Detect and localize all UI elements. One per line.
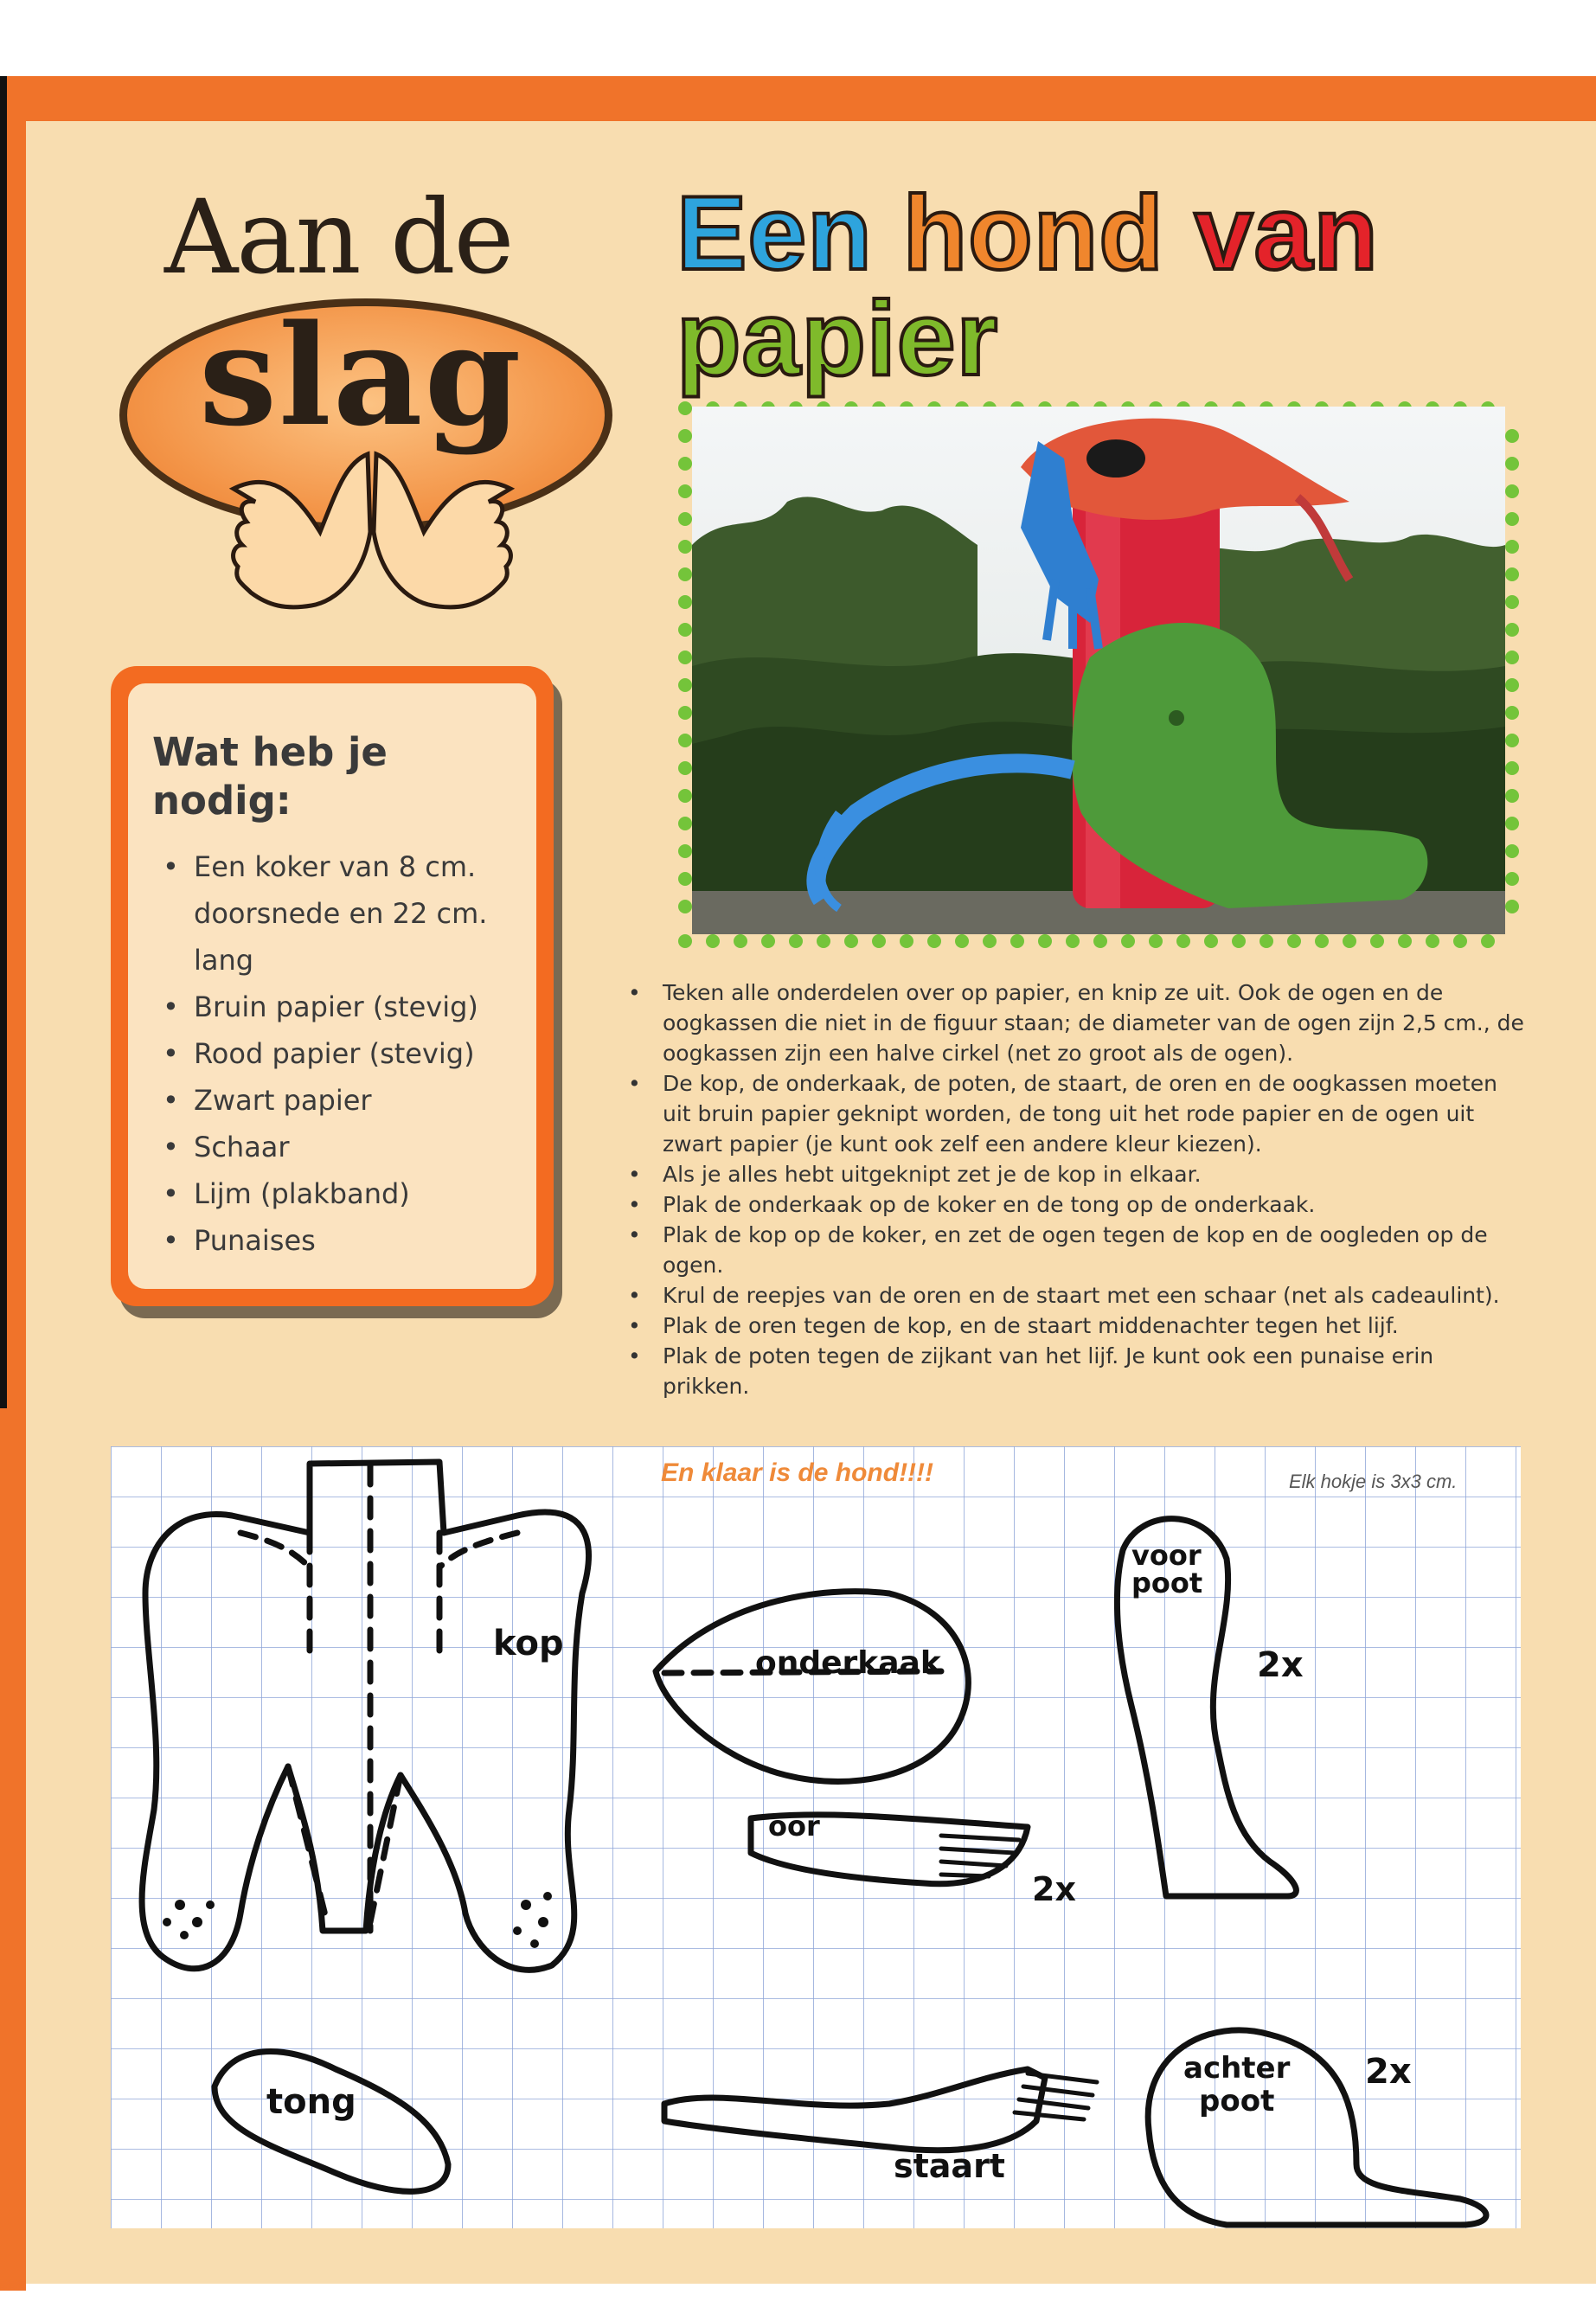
paper-dog-photo xyxy=(692,407,1505,934)
frame-dot xyxy=(1505,595,1519,609)
label-achterpoot xyxy=(1183,2052,1290,2118)
label-oor-count: 2x xyxy=(1032,1870,1076,1908)
list-item: • Punaises xyxy=(161,1217,533,1264)
label-tong: tong xyxy=(266,2082,356,2122)
frame-dot xyxy=(1505,540,1519,554)
frame-dot xyxy=(678,934,692,948)
frame-dot xyxy=(678,429,692,443)
frame-dot xyxy=(1287,934,1301,948)
frame-dot xyxy=(678,678,692,692)
frame-dot xyxy=(1066,934,1080,948)
logo-line-1: Aan de xyxy=(164,177,513,297)
label-kop: kop xyxy=(493,1624,564,1663)
list-item: • Plak de kop op de koker, en zet de ogen tegen de kop en de oogleden op de ogen. xyxy=(626,1220,1526,1280)
list-item: • Rood papier (stevig) xyxy=(161,1030,533,1077)
list-item: • Zwart papier xyxy=(161,1077,533,1124)
frame-dot xyxy=(1505,567,1519,581)
label-achterpoot-2: poot xyxy=(1199,2084,1275,2118)
finish-text: En klaar is de hond!!!! xyxy=(661,1458,934,1487)
materials-list xyxy=(161,843,533,1264)
frame-dot xyxy=(678,512,692,526)
frame-dot xyxy=(983,934,997,948)
materials-box xyxy=(111,666,554,1306)
frame-dot xyxy=(817,934,830,948)
frame-dot xyxy=(678,817,692,830)
frame-dot xyxy=(706,934,720,948)
title-word-papier: papier xyxy=(676,279,999,397)
list-item: • Als je alles hebt uitgeknipt zet je de kop in elkaar. xyxy=(626,1159,1526,1189)
frame-dot xyxy=(678,651,692,664)
frame-dot xyxy=(678,457,692,471)
frame-dot xyxy=(1343,934,1356,948)
frame-dot xyxy=(678,401,692,415)
frame-dot xyxy=(678,872,692,886)
frame-dot xyxy=(1093,934,1107,948)
frame-dot xyxy=(1505,429,1519,443)
hands-icon xyxy=(216,437,528,619)
frame-dot xyxy=(678,789,692,803)
frame-dot xyxy=(1149,934,1163,948)
frame-dot xyxy=(1505,623,1519,637)
label-voorpoot-1: voor xyxy=(1131,1539,1202,1572)
frame-dot xyxy=(1315,934,1329,948)
grid-scale-note: Elk hokje is 3x3 cm. xyxy=(1289,1471,1458,1492)
frame-dot xyxy=(1505,789,1519,803)
frame-dot xyxy=(1505,872,1519,886)
frame-dot xyxy=(1453,934,1467,948)
list-item: • Plak de poten tegen de zijkant van het lijf. Je kunt ook een punaise erin prikken. xyxy=(626,1341,1526,1401)
frame-dot xyxy=(1121,934,1135,948)
frame-dot xyxy=(1505,706,1519,720)
frame-dot xyxy=(678,567,692,581)
list-item: • Plak de onderkaak op de koker en de tong op de onderkaak. xyxy=(626,1189,1526,1220)
frame-dot xyxy=(1038,934,1052,948)
page-title xyxy=(676,174,1379,397)
title-word-een: Een xyxy=(676,174,873,292)
frame-dot xyxy=(678,844,692,858)
frame-dot xyxy=(678,900,692,913)
logo-line-2: slag xyxy=(199,294,523,457)
frame-dot xyxy=(1505,844,1519,858)
frame-dot xyxy=(678,595,692,609)
list-item: • Teken alle onderdelen over op papier, en knip ze uit. Ook de ogen en de oogkassen die niet in de figuur staan; de diameter van de ogen zijn 2,5 cm., de oogkassen zijn een halve cirkel (net zo groot als de ogen). xyxy=(626,977,1526,1068)
frame-dot xyxy=(1505,512,1519,526)
frame-dot xyxy=(678,706,692,720)
top-orange-band xyxy=(26,76,1596,121)
frame-dot xyxy=(844,934,858,948)
frame-dot xyxy=(761,934,775,948)
left-edge-shadow xyxy=(0,76,7,1408)
materials-box-inner xyxy=(128,683,536,1289)
frame-dot xyxy=(1505,651,1519,664)
frame-dot xyxy=(1426,934,1439,948)
frame-dot xyxy=(1176,934,1190,948)
frame-dot xyxy=(1505,734,1519,747)
label-oor: oor xyxy=(768,1810,820,1843)
label-voorpoot-2: poot xyxy=(1131,1567,1203,1599)
frame-dot xyxy=(678,761,692,775)
frame-dot xyxy=(734,934,747,948)
frame-dot xyxy=(1505,678,1519,692)
frame-dot xyxy=(955,934,969,948)
frame-dot xyxy=(1232,934,1246,948)
frame-dot xyxy=(1505,484,1519,498)
label-onderkaak: onderkaak xyxy=(755,1645,941,1681)
list-item: • Bruin papier (stevig) xyxy=(161,984,533,1030)
frame-dot xyxy=(1505,817,1519,830)
frame-dot xyxy=(1010,934,1024,948)
title-word-hond: hond xyxy=(902,174,1164,292)
frame-dot xyxy=(678,623,692,637)
list-item: • Lijm (plakband) xyxy=(161,1170,533,1217)
frame-dot xyxy=(1398,934,1412,948)
label-achterpoot-count: 2x xyxy=(1365,2052,1412,2092)
list-item: • Plak de oren tegen de kop, en de staart middenachter tegen het lijf. xyxy=(626,1311,1526,1341)
materials-heading: Wat heb je nodig: xyxy=(152,729,388,824)
title-word-van: van xyxy=(1194,174,1379,292)
frame-dot xyxy=(872,934,886,948)
frame-dot xyxy=(678,540,692,554)
frame-dot xyxy=(789,934,803,948)
aan-de-slag-logo xyxy=(112,177,631,619)
list-item: • De kop, de onderkaak, de poten, de staart, de oren en de oogkassen moeten uit bruin papier geknipt worden, de tong uit het rode papier en de ogen uit zwart papier (je kunt ook zelf een andere kleur kiezen). xyxy=(626,1068,1526,1159)
frame-dot xyxy=(1204,934,1218,948)
frame-dot xyxy=(1505,761,1519,775)
frame-dot xyxy=(900,934,913,948)
frame-dot xyxy=(678,484,692,498)
frame-dot xyxy=(678,734,692,747)
frame-dot xyxy=(1259,934,1273,948)
instructions-list xyxy=(626,977,1526,1401)
label-voorpoot xyxy=(1131,1541,1202,1597)
list-item: • Een koker van 8 cm. doorsnede en 22 cm. lang xyxy=(161,843,533,984)
frame-dot xyxy=(1505,900,1519,913)
frame-dot xyxy=(1505,457,1519,471)
list-item: • Krul de reepjes van de oren en de staart met een schaar (net als cadeaulint). xyxy=(626,1280,1526,1311)
label-achterpoot-1: achter xyxy=(1183,2051,1291,2086)
frame-dot xyxy=(1481,934,1495,948)
list-item: • Schaar xyxy=(161,1124,533,1170)
frame-dot xyxy=(1370,934,1384,948)
pattern-sheet xyxy=(111,1446,1521,2228)
label-voorpoot-count: 2x xyxy=(1257,1645,1304,1685)
label-staart: staart xyxy=(894,2147,1005,2185)
frame-dot xyxy=(927,934,941,948)
